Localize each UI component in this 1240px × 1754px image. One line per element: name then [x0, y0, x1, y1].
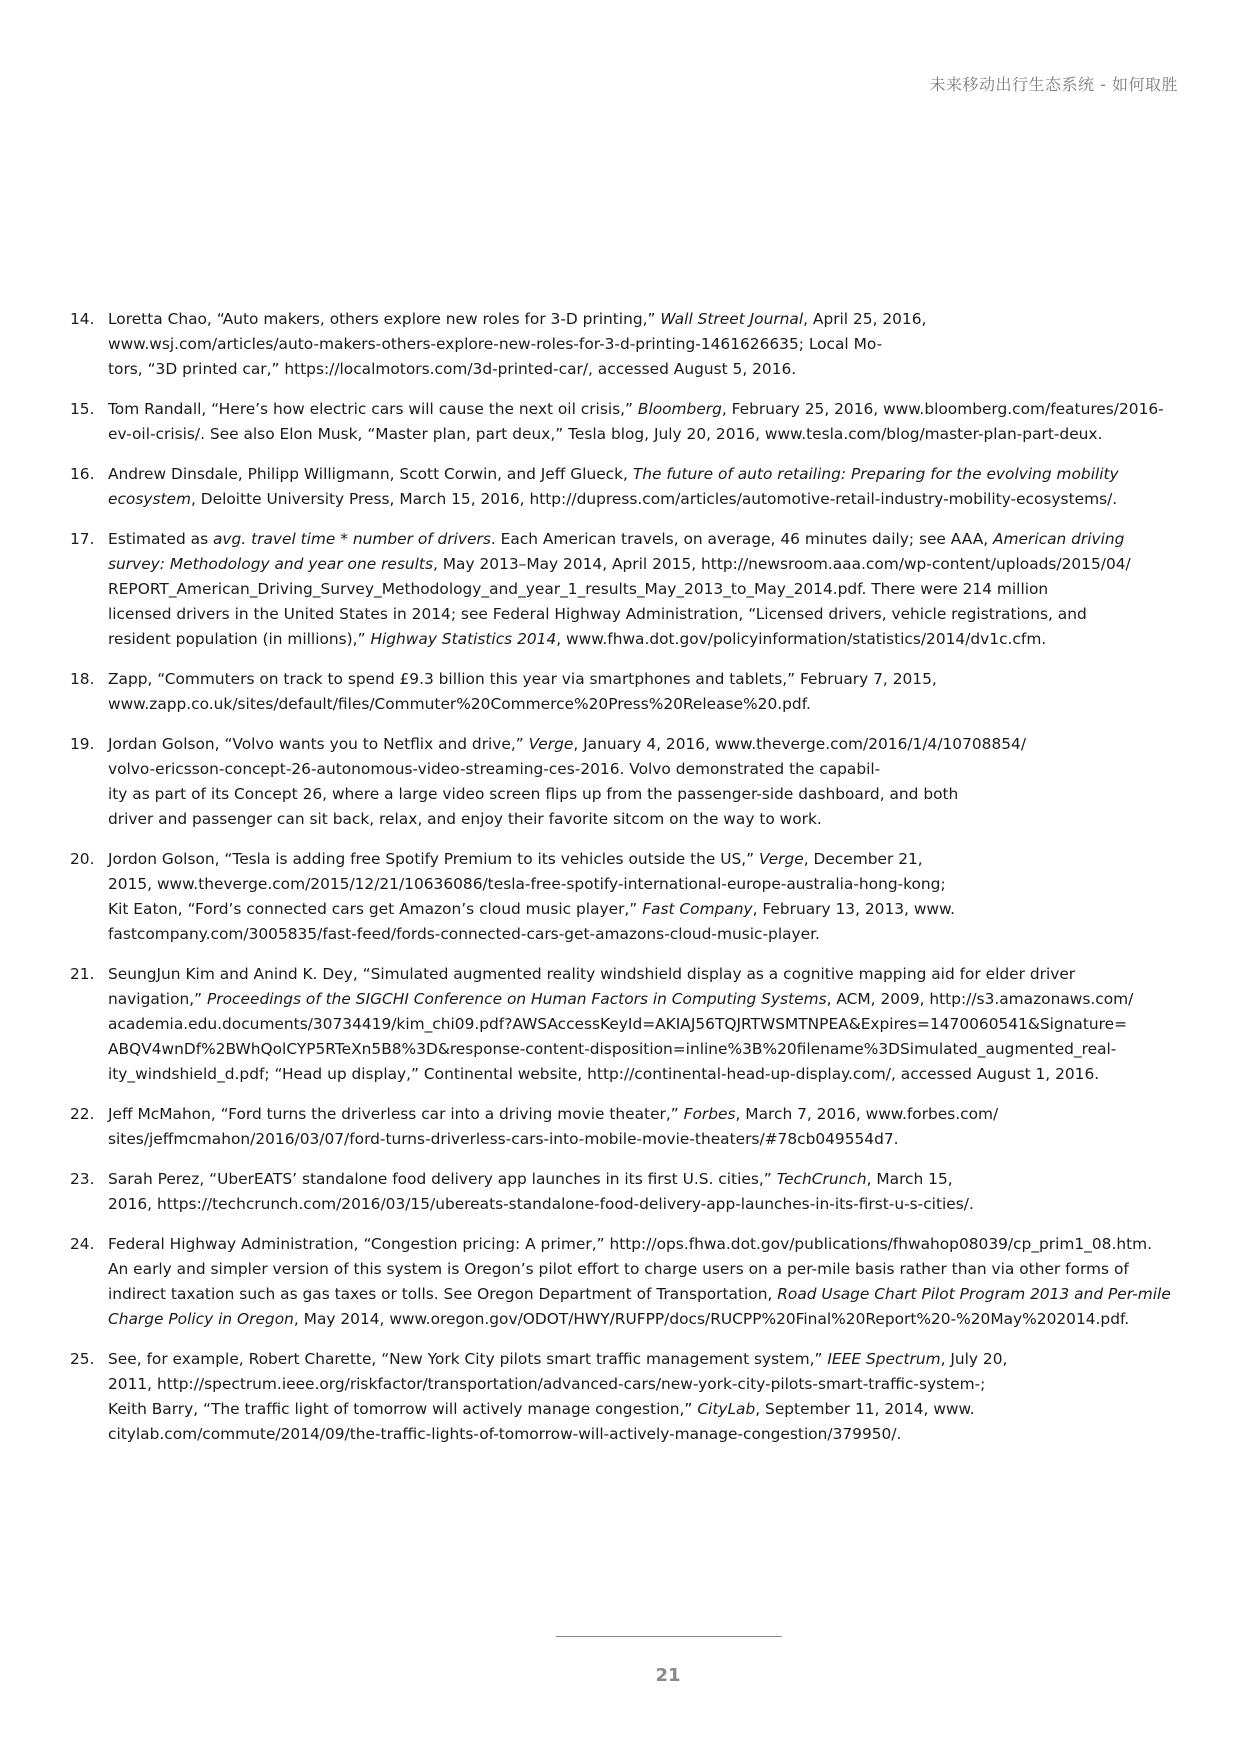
- endnote-line: [108, 487, 1182, 512]
- endnote-segment: Keith Barry, “The traffic light of tomorrow will actively manage congestion,”: [108, 1400, 698, 1418]
- endnote-number: 21.: [70, 965, 95, 983]
- endnote-line: [108, 307, 1182, 332]
- endnote-title-italic: Charge Policy in Oregon: [108, 1310, 294, 1328]
- endnotes-list: [70, 307, 1182, 1462]
- endnote-segment: volvo-ericsson-concept-26-autonomous-video-streaming-ces-2016. Volvo demonstrated the capabil-: [108, 760, 881, 778]
- endnote-segment: Zapp, “Commuters on track to spend £9.3 billion this year via smartphones and tablets,” February 7, 2015,: [108, 670, 937, 688]
- endnote-segment: www.wsj.com/articles/auto-makers-others-explore-new-roles-for-3-d-printing-1461626635; Local Mo-: [108, 335, 883, 353]
- endnote-text: [108, 307, 1182, 382]
- endnote-segment: Federal Highway Administration, “Congestion pricing: A primer,” http://ops.fhwa.dot.gov/publications/fhwahop08039/cp_prim1_08.htm.: [108, 1235, 1153, 1253]
- endnote-title-italic: avg. travel time * number of drivers: [212, 530, 491, 548]
- endnote-title-italic: Highway Statistics 2014: [370, 630, 557, 648]
- endnote-item: [70, 732, 1182, 832]
- endnote-segment: , February 13, 2013, www.: [752, 900, 956, 918]
- endnote-segment: navigation,”: [108, 990, 208, 1008]
- endnote-number: 23.: [70, 1170, 95, 1188]
- endnote-line: [108, 782, 1182, 807]
- endnote-segment: , www.fhwa.dot.gov/policyinformation/statistics/2014/dv1c.cfm.: [556, 630, 1047, 648]
- endnote-title-italic: Forbes: [683, 1105, 736, 1123]
- endnote-number: 20.: [70, 850, 95, 868]
- endnote-segment: indirect taxation such as gas taxes or tolls. See Oregon Department of Transportation,: [108, 1285, 778, 1303]
- endnote-number: 22.: [70, 1105, 95, 1123]
- endnote-item: [70, 307, 1182, 382]
- endnote-segment: Andrew Dinsdale, Philipp Willigmann, Scott Corwin, and Jeff Glueck,: [108, 465, 633, 483]
- endnote-segment: Kit Eaton, “Ford’s connected cars get Amazon’s cloud music player,”: [108, 900, 643, 918]
- endnote-item: [70, 1102, 1182, 1152]
- endnote-line: [108, 897, 1182, 922]
- endnote-segment: licensed drivers in the United States in 2014; see Federal Highway Administration, “Licensed drivers, vehicle registrations, and: [108, 605, 1087, 623]
- endnote-item: [70, 1167, 1182, 1217]
- endnote-segment: 2011, http://spectrum.ieee.org/riskfactor/transportation/advanced-cars/new-york-city-pilots-smart-traffic-system-;: [108, 1375, 986, 1393]
- endnote-segment: Sarah Perez, “UberEATS’ standalone food delivery app launches in its first U.S. cities,”: [108, 1170, 777, 1188]
- endnote-segment: 2015, www.theverge.com/2015/12/21/10636086/tesla-free-spotify-international-europe-australia-hong-kong;: [108, 875, 946, 893]
- endnote-segment: ity as part of its Concept 26, where a large video screen flips up from the passenger-side dashboard, and both: [108, 785, 959, 803]
- endnote-line: [108, 962, 1182, 987]
- endnote-segment: citylab.com/commute/2014/09/the-traffic-lights-of-tomorrow-will-actively-manage-congestion/379950/.: [108, 1425, 902, 1443]
- endnote-line: [108, 1102, 1182, 1127]
- endnote-line: [108, 1372, 1182, 1397]
- endnote-line: [108, 807, 1182, 832]
- endnote-line: [108, 1397, 1182, 1422]
- endnote-line: [108, 1192, 1182, 1217]
- endnote-line: [108, 1037, 1182, 1062]
- endnote-number: 17.: [70, 530, 95, 548]
- endnote-title-italic: Wall Street Journal: [660, 310, 804, 328]
- endnote-item: [70, 397, 1182, 447]
- endnote-text: [108, 1232, 1182, 1332]
- endnote-line: [108, 987, 1182, 1012]
- endnote-item: [70, 462, 1182, 512]
- endnote-segment: driver and passenger can sit back, relax, and enjoy their favorite sitcom on the way to work.: [108, 810, 822, 828]
- endnote-segment: academia.edu.documents/30734419/kim_chi09.pdf?AWSAccessKeyId=AKIAJ56TQJRTWSMTNPEA&Expires=1470060541&Signature=: [108, 1015, 1128, 1033]
- endnote-segment: www.zapp.co.uk/sites/default/files/Commuter%20Commerce%20Press%20Release%20.pdf.: [108, 695, 811, 713]
- endnote-segment: ev-oil-crisis/. See also Elon Musk, “Master plan, part deux,” Tesla blog, July 20, 2016, www.tesla.com/blog/master-plan-part-deux.: [108, 425, 1103, 443]
- endnote-segment: , May 2013–May 2014, April 2015, http://newsroom.aaa.com/wp-content/uploads/2015/04/: [432, 555, 1131, 573]
- endnote-title-italic: ecosystem: [108, 490, 191, 508]
- endnote-line: [108, 332, 1182, 357]
- endnote-line: [108, 1347, 1182, 1372]
- endnote-line: [108, 667, 1182, 692]
- endnote-number: 16.: [70, 465, 95, 483]
- endnote-segment: , February 25, 2016, www.bloomberg.com/features/2016-: [721, 400, 1164, 418]
- endnote-segment: Jordon Golson, “Tesla is adding free Spotify Premium to its vehicles outside the US,”: [108, 850, 760, 868]
- endnote-item: [70, 962, 1182, 1087]
- endnote-segment: tors, “3D printed car,” https://localmotors.com/3d-printed-car/, accessed August 5, 2016.: [108, 360, 797, 378]
- endnote-line: [108, 627, 1182, 652]
- endnote-segment: Jeff McMahon, “Ford turns the driverless car into a driving movie theater,”: [108, 1105, 684, 1123]
- endnote-line: [108, 1257, 1182, 1282]
- endnote-text: [108, 1167, 1182, 1217]
- endnote-segment: , May 2014, www.oregon.gov/ODOT/HWY/RUFPP/docs/RUCPP%20Final%20Report%20-%20May%202014.pdf.: [293, 1310, 1130, 1328]
- endnote-text: [108, 1347, 1182, 1447]
- endnote-segment: An early and simpler version of this system is Oregon’s pilot effort to charge users on a per-mile basis rather than via other forms of: [108, 1260, 1129, 1278]
- endnote-segment: , ACM, 2009, http://s3.amazonaws.com/: [826, 990, 1134, 1008]
- endnote-title-italic: American driving: [993, 530, 1125, 548]
- endnote-line: [108, 757, 1182, 782]
- endnote-line: [108, 462, 1182, 487]
- endnote-line: [108, 577, 1182, 602]
- endnote-title-italic: Verge: [528, 735, 574, 753]
- endnote-text: [108, 1102, 1182, 1152]
- endnote-line: [108, 527, 1182, 552]
- endnote-number: 24.: [70, 1235, 95, 1253]
- endnote-segment: See, for example, Robert Charette, “New York City pilots smart traffic management system,”: [108, 1350, 828, 1368]
- footer-divider: [556, 1636, 782, 1637]
- endnote-segment: , September 11, 2014, www.: [755, 1400, 975, 1418]
- endnote-segment: , April 25, 2016,: [803, 310, 927, 328]
- endnote-text: [108, 962, 1182, 1087]
- endnote-text: [108, 667, 1182, 717]
- endnote-line: [108, 552, 1182, 577]
- endnote-title-italic: CityLab: [697, 1400, 756, 1418]
- endnote-segment: SeungJun Kim and Anind K. Dey, “Simulated augmented reality windshield display as a cognitive mapping aid for elder driver: [108, 965, 1076, 983]
- endnote-text: [108, 397, 1182, 447]
- endnote-segment: , December 21,: [803, 850, 923, 868]
- endnote-segment: 2016, https://techcrunch.com/2016/03/15/ubereats-standalone-food-delivery-app-launches-in-its-first-u-s-cities/.: [108, 1195, 974, 1213]
- endnote-number: 15.: [70, 400, 95, 418]
- endnote-line: [108, 397, 1182, 422]
- endnote-segment: Loretta Chao, “Auto makers, others explore new roles for 3-D printing,”: [108, 310, 661, 328]
- endnote-title-italic: IEEE Spectrum: [827, 1350, 941, 1368]
- endnote-segment: Tom Randall, “Here’s how electric cars will cause the next oil crisis,”: [108, 400, 638, 418]
- endnote-line: [108, 922, 1182, 947]
- endnote-line: [108, 422, 1182, 447]
- endnote-line: [108, 1422, 1182, 1447]
- endnote-line: [108, 1307, 1182, 1332]
- endnote-segment: Estimated as: [108, 530, 213, 548]
- endnote-text: [108, 462, 1182, 512]
- endnote-number: 19.: [70, 735, 95, 753]
- endnote-line: [108, 1282, 1182, 1307]
- endnote-number: 25.: [70, 1350, 95, 1368]
- endnote-item: [70, 1232, 1182, 1332]
- endnote-segment: ity_windshield_d.pdf; “Head up display,” Continental website, http://continental-head-up-display.com/, accessed August 1, 2016.: [108, 1065, 1100, 1083]
- endnote-segment: , Deloitte University Press, March 15, 2016, http://dupress.com/articles/automotive-retail-industry-mobility-ecosystems/.: [191, 490, 1118, 508]
- endnote-line: [108, 692, 1182, 717]
- endnote-segment: , March 15,: [866, 1170, 953, 1188]
- endnote-segment: resident population (in millions),”: [108, 630, 371, 648]
- endnote-number: 18.: [70, 670, 95, 688]
- endnote-segment: ABQV4wnDf%2BWhQolCYP5RTeXn5B8%3D&response-content-disposition=inline%3B%20filename%3DSimulated_augmented_real-: [108, 1040, 1117, 1058]
- endnote-item: [70, 527, 1182, 652]
- endnote-segment: , July 20,: [940, 1350, 1008, 1368]
- endnote-segment: sites/jeffmcmahon/2016/03/07/ford-turns-driverless-cars-into-mobile-movie-theaters/#78cb049554d7.: [108, 1130, 899, 1148]
- endnote-text: [108, 847, 1182, 947]
- endnote-title-italic: The future of auto retailing: Preparing for the evolving mobility: [632, 465, 1119, 483]
- endnote-title-italic: Bloomberg: [637, 400, 722, 418]
- endnote-item: [70, 847, 1182, 947]
- endnote-item: [70, 1347, 1182, 1447]
- endnote-line: [108, 357, 1182, 382]
- endnote-segment: Jordan Golson, “Volvo wants you to Netflix and drive,”: [108, 735, 529, 753]
- endnote-line: [108, 1062, 1182, 1087]
- endnote-line: [108, 602, 1182, 627]
- endnote-number: 14.: [70, 310, 95, 328]
- endnote-line: [108, 1232, 1182, 1257]
- endnote-segment: fastcompany.com/3005835/fast-feed/fords-connected-cars-get-amazons-cloud-music-player.: [108, 925, 820, 943]
- endnote-title-italic: Verge: [759, 850, 804, 868]
- endnote-text: [108, 732, 1182, 832]
- endnote-title-italic: survey: Methodology and year one results: [108, 555, 433, 573]
- endnote-title-italic: Road Usage Chart Pilot Program 2013 and Per-mile: [777, 1285, 1171, 1303]
- endnote-title-italic: Proceedings of the SIGCHI Conference on Human Factors in Computing Systems: [207, 990, 827, 1008]
- endnote-segment: , January 4, 2016, www.theverge.com/2016/1/4/10708854/: [573, 735, 1027, 753]
- page-number: 21: [655, 1665, 681, 1686]
- endnote-item: [70, 667, 1182, 717]
- endnote-segment: REPORT_American_Driving_Survey_Methodology_and_year_1_results_May_2013_to_May_2014.pdf. There were 214 million: [108, 580, 1049, 598]
- endnote-line: [108, 1167, 1182, 1192]
- endnote-segment: . Each American travels, on average, 46 minutes daily; see AAA,: [490, 530, 994, 548]
- endnote-line: [108, 732, 1182, 757]
- endnote-line: [108, 1012, 1182, 1037]
- endnote-line: [108, 872, 1182, 897]
- endnote-line: [108, 847, 1182, 872]
- endnote-title-italic: Fast Company: [642, 900, 753, 918]
- endnote-line: [108, 1127, 1182, 1152]
- running-header: 未来移动出行生态系统 - 如何取胜: [929, 75, 1178, 94]
- endnote-segment: , March 7, 2016, www.forbes.com/: [735, 1105, 999, 1123]
- endnote-title-italic: TechCrunch: [776, 1170, 867, 1188]
- endnote-text: [108, 527, 1182, 652]
